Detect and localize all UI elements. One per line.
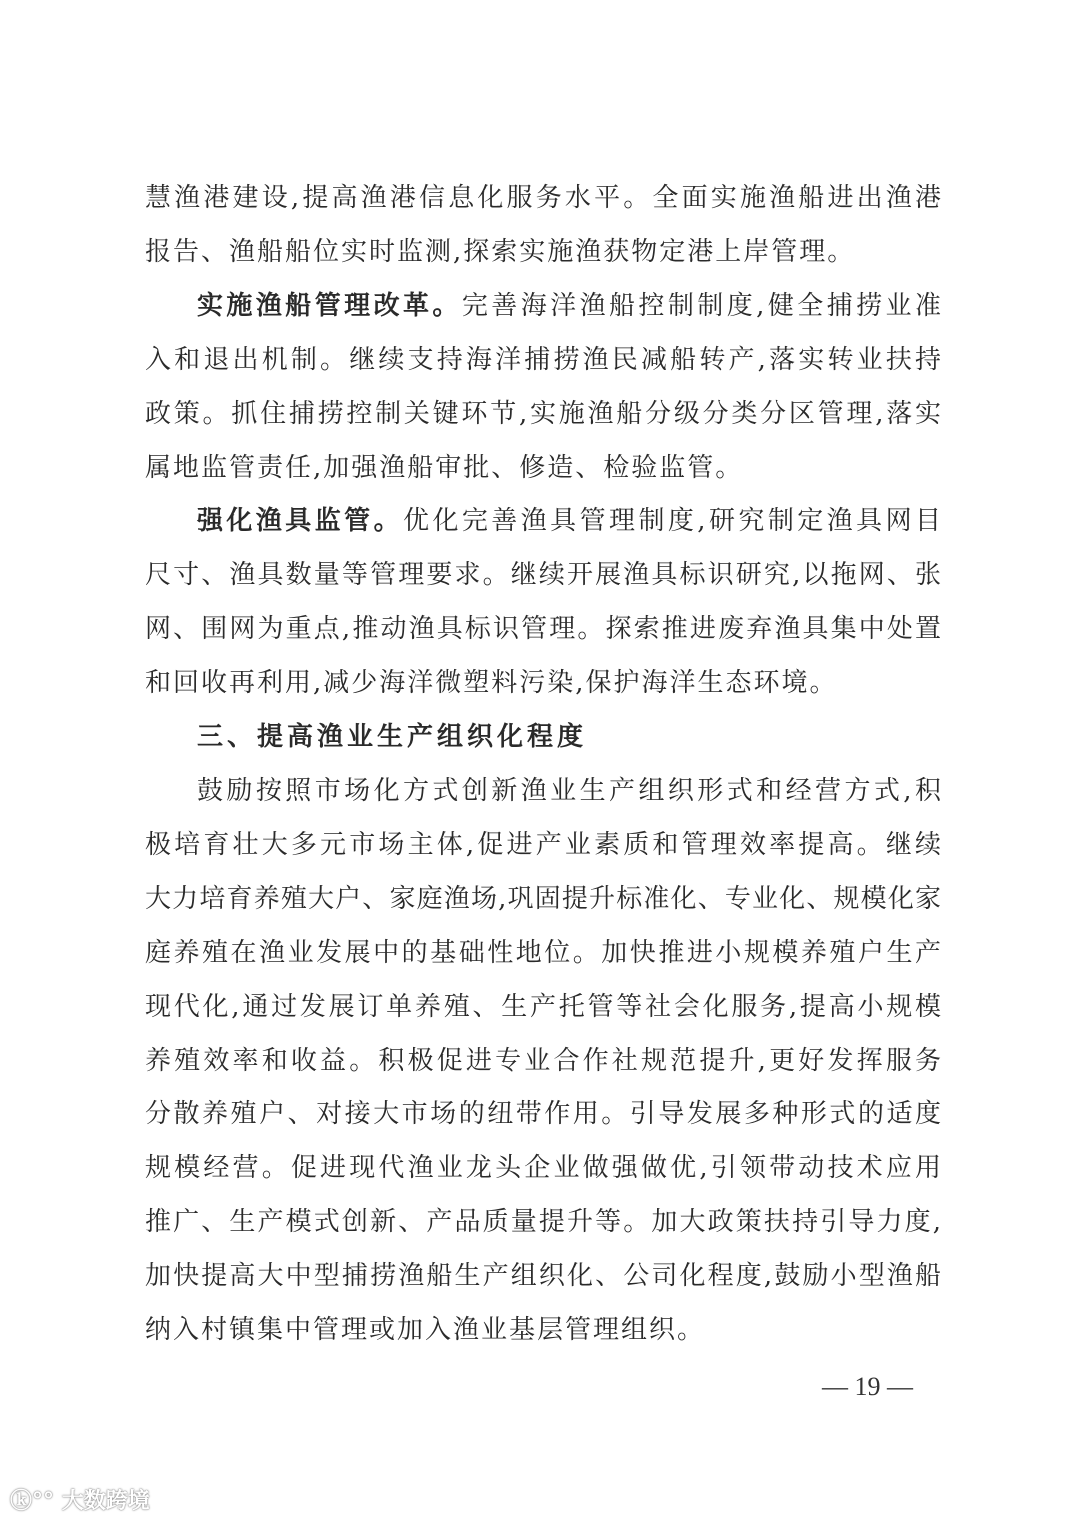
text-line: 规模经营。促进现代渔业龙头企业做强做优,引领带动技术应用 bbox=[145, 1153, 941, 1184]
watermark-text: 大数跨境 bbox=[61, 1489, 150, 1514]
text-line: 尺寸、渔具数量等管理要求。继续开展渔具标识研究,以拖网、张 bbox=[145, 560, 941, 591]
text-line: 庭养殖在渔业发展中的基础性地位。加快推进小规模养殖户生产 bbox=[145, 937, 941, 968]
text-line: 鼓励按照市场化方式创新渔业生产组织形式和经营方式,积 bbox=[197, 775, 941, 806]
text-line: 分散养殖户、对接大市场的纽带作用。引导发展多种形式的适度 bbox=[145, 1099, 941, 1130]
text-line: 慧渔港建设,提高渔港信息化服务水平。全面实施渔船进出渔港 bbox=[145, 183, 941, 213]
text-line: 入和退出机制。继续支持海洋捕捞渔民减船转产,落实转业扶持 bbox=[145, 344, 941, 375]
document-body bbox=[145, 172, 941, 1358]
text-line: 大力培育养殖大户、家庭渔场,巩固提升标准化、专业化、规模化家 bbox=[145, 883, 941, 914]
logo-icon: ⓚ°° bbox=[10, 1489, 55, 1514]
watermark-logo bbox=[10, 1484, 150, 1515]
text-line: 属地监管责任,加强渔船审批、修造、检验监管。 bbox=[145, 452, 744, 483]
text-line: 养殖效率和收益。积极促进专业合作社规范提升,更好发挥服务 bbox=[145, 1045, 941, 1076]
text-line: 政策。抓住捕捞控制关键环节,实施渔船分级分类分区管理,落实 bbox=[145, 398, 941, 429]
text-line: 纳入村镇集中管理或加入渔业基层管理组织。 bbox=[145, 1315, 706, 1346]
text-line: 极培育壮大多元市场主体,促进产业素质和管理效率提高。继续 bbox=[145, 829, 941, 860]
text-line: 推广、生产模式创新、产品质量提升等。加大政策扶持引导力度, bbox=[145, 1207, 941, 1238]
text-line: 和回收再利用,减少海洋微塑料污染,保护海洋生态环境。 bbox=[145, 668, 838, 699]
page-number: — 19 — bbox=[822, 1372, 913, 1401]
section-heading: 三、提高渔业生产组织化程度 bbox=[197, 722, 588, 753]
text-line bbox=[145, 280, 941, 334]
bold-lead: 实施渔船管理改革。 bbox=[197, 290, 462, 321]
text-line: 加快提高大中型捕捞渔船生产组织化、公司化程度,鼓励小型渔船 bbox=[145, 1261, 941, 1292]
text-line bbox=[145, 495, 941, 549]
text-span: 优化完善渔具管理制度,研究制定渔具网目 bbox=[403, 506, 941, 537]
text-line: 报告、渔船船位实时监测,探索实施渔获物定港上岸管理。 bbox=[145, 236, 856, 267]
text-line: 网、围网为重点,推动渔具标识管理。探索推进废弃渔具集中处置 bbox=[145, 614, 941, 645]
text-span: 完善海洋渔船控制制度,健全捕捞业准 bbox=[461, 290, 941, 321]
bold-lead: 强化渔具监管。 bbox=[197, 506, 404, 537]
text-line: 现代化,通过发展订单养殖、生产托管等社会化服务,提高小规模 bbox=[145, 991, 941, 1022]
